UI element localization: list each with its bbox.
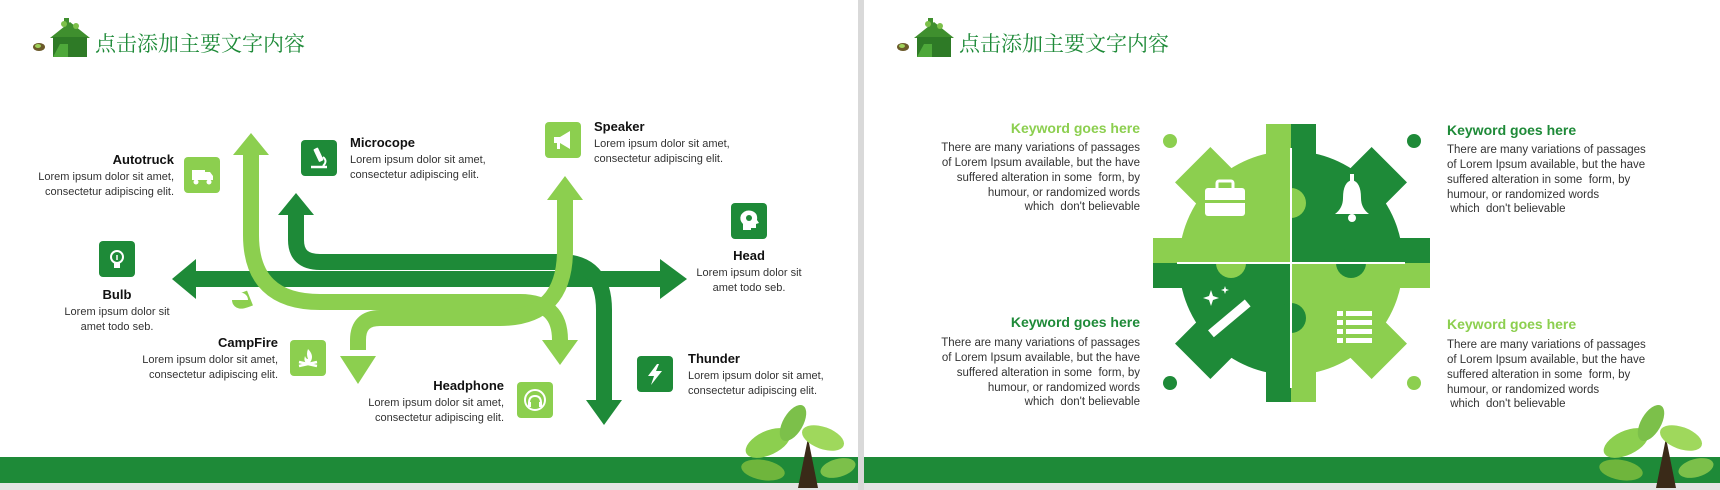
body-bottom-left-1: There are many variations of passages — [941, 337, 1140, 349]
keyword-bottom-left: Keyword goes here — [1010, 314, 1140, 330]
gear-puzzle — [1149, 118, 1434, 408]
body-top-left-4: humour, or randomized words — [987, 187, 1140, 199]
microcope-line2: consectetur adipiscing elit. — [350, 169, 480, 181]
body-top-right-3: suffered alteration in some form, by — [1447, 174, 1631, 186]
microcope-line1: Lorem ipsum dolor sit amet, — [350, 154, 486, 166]
body-bottom-right-2: of Lorem Ipsum available, but the have — [1447, 354, 1646, 366]
body-bottom-left-3: suffered alteration in some form, by — [956, 367, 1140, 379]
body-bottom-left-2: of Lorem Ipsum available, but the have — [941, 352, 1140, 364]
light-arrowhead-down-right — [542, 340, 578, 365]
head-icon — [731, 203, 767, 239]
dark-arrowhead-up — [278, 193, 314, 215]
headphone-title: Headphone — [433, 378, 504, 393]
slide-title: 点击添加主要文字内容 — [95, 32, 305, 56]
body-bottom-left-4: humour, or randomized words — [987, 382, 1140, 394]
megaphone-icon — [545, 122, 581, 158]
campfire-icon — [290, 340, 326, 376]
thunder-title: Thunder — [688, 351, 740, 366]
footer-bar — [864, 457, 1720, 483]
dot-bottom-left — [1163, 376, 1177, 390]
body-top-left-1: There are many variations of passages — [941, 142, 1140, 154]
dark-arrowhead-down — [586, 400, 622, 425]
thunder-line1: Lorem ipsum dolor sit amet, — [688, 370, 824, 382]
leaves-decoration — [738, 398, 858, 488]
slide-arrows — [0, 0, 858, 490]
footer-strip — [0, 483, 858, 490]
footer-strip — [864, 483, 1720, 490]
body-top-right-5: which don't believable — [1447, 203, 1566, 215]
body-top-left-3: suffered alteration in some form, by — [956, 172, 1140, 184]
head-line1: Lorem ipsum dolor sit — [696, 267, 802, 279]
thunder-line2: consectetur adipiscing elit. — [688, 385, 818, 397]
body-bottom-left-5: which don't believable — [1024, 396, 1140, 408]
truck-icon — [184, 157, 220, 193]
body-top-left-2: of Lorem Ipsum available, but the have — [941, 157, 1140, 169]
campfire-line1: Lorem ipsum dolor sit amet, — [142, 354, 278, 366]
slide-gear — [864, 0, 1720, 490]
grass-house-logo — [894, 14, 956, 60]
speaker-line1: Lorem ipsum dolor sit amet, — [594, 138, 730, 150]
dot-top-right — [1407, 134, 1421, 148]
light-arrowhead-up-right — [547, 176, 583, 200]
keyword-top-left: Keyword goes here — [1010, 120, 1140, 136]
body-top-right-2: of Lorem Ipsum available, but the have — [1447, 159, 1646, 171]
body-bottom-right-3: suffered alteration in some form, by — [1447, 369, 1631, 381]
body-top-right-1: There are many variations of passages — [1447, 144, 1646, 156]
lightbulb-icon — [99, 241, 135, 277]
body-bottom-right-4: humour, or randomized words — [1447, 384, 1600, 396]
bulb-line2: amet todo seb. — [80, 321, 154, 333]
campfire-line2: consectetur adipiscing elit. — [148, 369, 278, 381]
keyword-bottom-right: Keyword goes here — [1447, 316, 1577, 332]
bulb-line1: Lorem ipsum dolor sit — [64, 306, 170, 318]
headphone-line1: Lorem ipsum dolor sit amet, — [368, 397, 504, 409]
slide-title: 点击添加主要文字内容 — [959, 32, 1169, 56]
autotruck-line2: consectetur adipiscing elit. — [44, 186, 174, 198]
speaker-title: Speaker — [594, 119, 645, 134]
footer-bar — [0, 457, 858, 483]
keyword-top-right: Keyword goes here — [1447, 122, 1577, 138]
head-line2: amet todo seb. — [712, 282, 786, 294]
microcope-title: Microcope — [350, 135, 416, 150]
lightning-icon — [637, 356, 673, 392]
body-bottom-right-5: which don't believable — [1447, 398, 1566, 410]
dot-top-left — [1163, 134, 1177, 148]
head-title: Head — [733, 248, 765, 263]
body-top-right-4: humour, or randomized words — [1447, 189, 1600, 201]
headphone-icon — [517, 382, 553, 418]
autotruck-title: Autotruck — [112, 152, 174, 167]
leaves-decoration — [1596, 398, 1716, 488]
headphone-line2: consectetur adipiscing elit. — [374, 412, 504, 424]
dot-bottom-right — [1407, 376, 1421, 390]
body-top-left-5: which don't believable — [1024, 201, 1140, 213]
autotruck-line1: Lorem ipsum dolor sit amet, — [38, 171, 174, 183]
bulb-title: Bulb — [102, 287, 132, 302]
microscope-icon — [301, 140, 337, 176]
body-bottom-right-1: There are many variations of passages — [1447, 339, 1646, 351]
light-arrowhead-up — [233, 133, 269, 155]
speaker-line2: consectetur adipiscing elit. — [594, 153, 724, 165]
campfire-title: CampFire — [218, 335, 278, 350]
